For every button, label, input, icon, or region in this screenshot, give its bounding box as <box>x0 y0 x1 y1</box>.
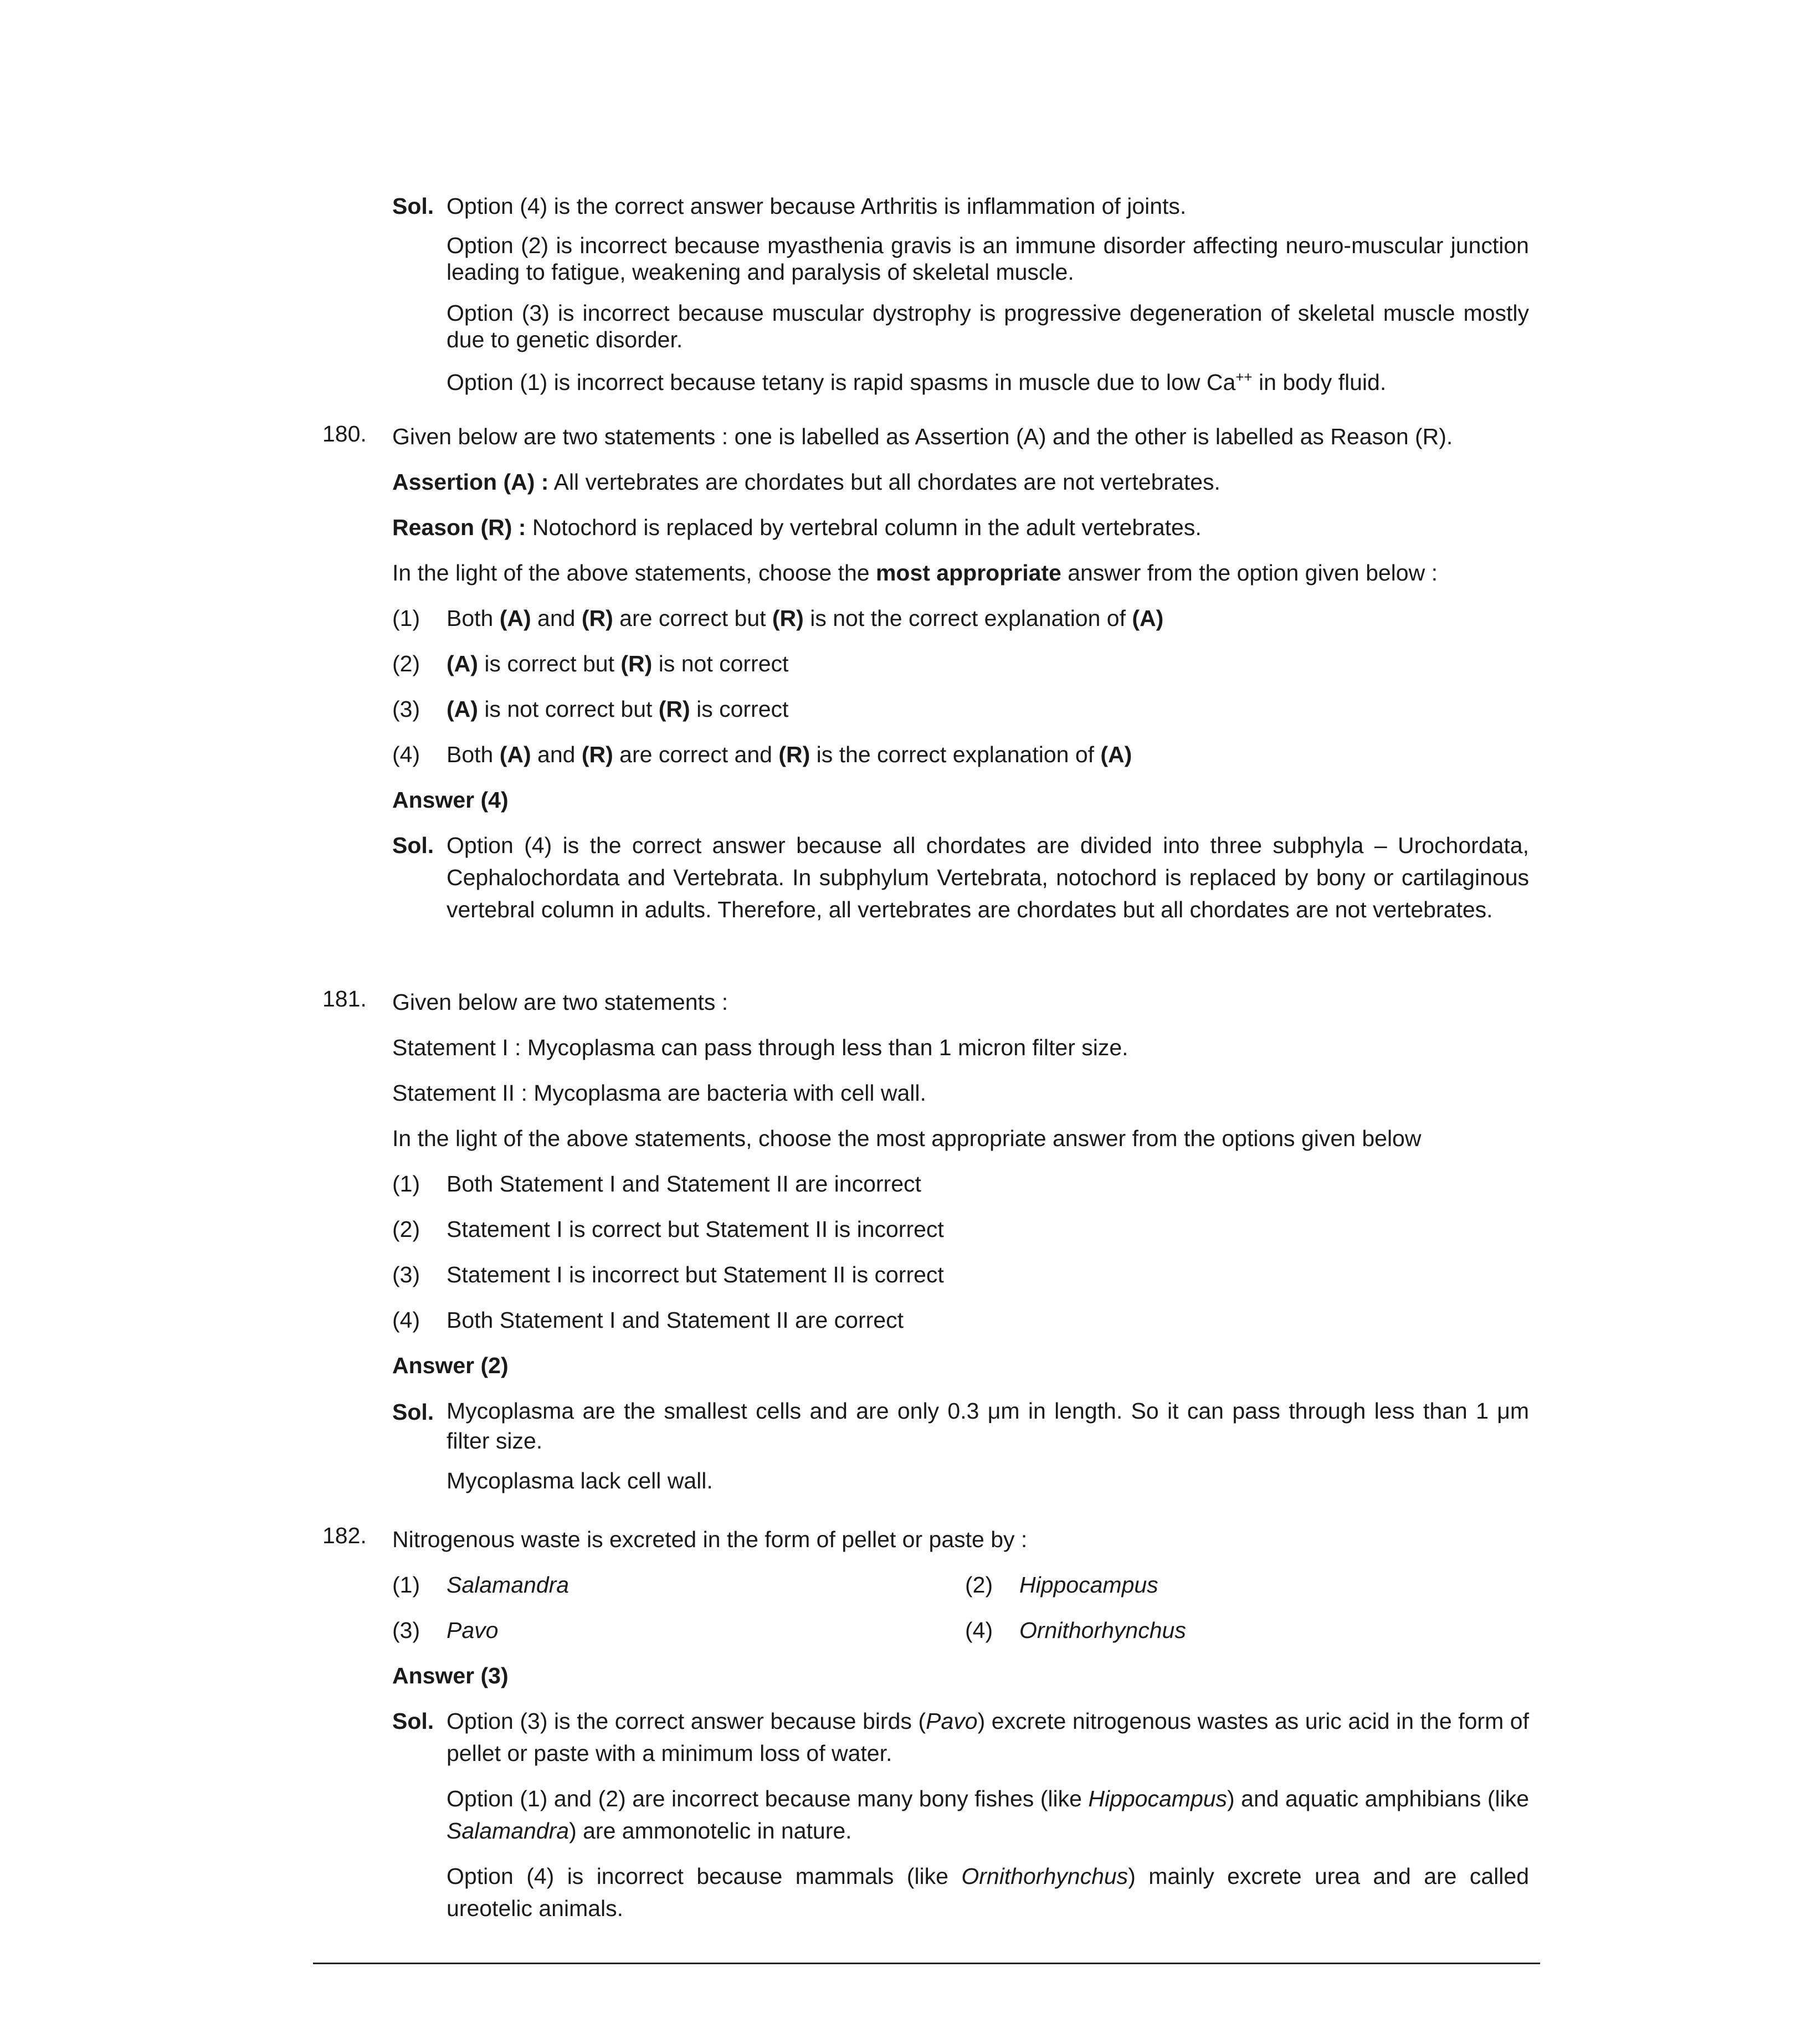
text-run: in body fluid. <box>1252 369 1387 395</box>
text-run: and <box>531 605 582 631</box>
sol-label: Sol. <box>392 193 434 219</box>
option-2 <box>392 1213 1529 1245</box>
question-180 <box>392 420 1529 926</box>
option-number: (3) <box>392 1617 420 1643</box>
option-number: (1) <box>392 1572 420 1598</box>
option-4 <box>392 1304 1529 1336</box>
option-1 <box>392 1569 1529 1601</box>
option-text: Statement I is correct but Statement II is incorrect <box>447 1216 944 1242</box>
option-3 <box>392 1614 1529 1646</box>
option-number: (1) <box>392 605 420 631</box>
sol-text: Mycoplasma are the smallest cells and are only 0.3 μm in length. So it can pass through less than 1 μm filter size. <box>447 1398 1529 1454</box>
text-run: (R) <box>772 605 804 631</box>
text-run: is not the correct explanation of <box>803 605 1132 631</box>
option-number: (1) <box>392 1171 420 1196</box>
solution-181 <box>392 1396 1529 1456</box>
option-number: (2) <box>965 1572 993 1598</box>
text-run: (R) <box>658 696 690 722</box>
answer: Answer (4) <box>392 787 509 813</box>
sol-paragraph <box>392 1860 1529 1924</box>
option-number: (3) <box>392 1262 420 1287</box>
text-run: (R) <box>581 605 613 631</box>
option-1 <box>392 1168 1529 1200</box>
option-number: (3) <box>392 696 420 722</box>
option-3 <box>392 693 1529 725</box>
footer-divider <box>313 1963 1540 1964</box>
assertion <box>392 466 1529 498</box>
option-text: Statement I is incorrect but Statement II is correct <box>447 1262 944 1287</box>
sol-label: Sol. <box>392 1399 434 1425</box>
text-run: ) and aquatic amphibians (like <box>1227 1786 1529 1811</box>
assertion-label: Assertion (A) : <box>392 469 549 495</box>
text-run: Option (1) and (2) are incorrect because many bony fishes (like <box>447 1786 1089 1811</box>
option-2 <box>965 1569 1158 1601</box>
text-run: (A) <box>499 742 531 767</box>
option-text: Pavo <box>447 1617 499 1643</box>
text-run: Hippocampus <box>1088 1786 1228 1811</box>
solution-179 <box>392 190 1529 398</box>
option-4 <box>965 1614 1186 1646</box>
text-run: ) are ammonotelic in nature. <box>569 1818 852 1843</box>
answer: Answer (2) <box>392 1353 509 1378</box>
question-number: 180. <box>322 421 367 446</box>
instruction: In the light of the above statements, choose the most appropriate answer from the options given below <box>392 1126 1422 1151</box>
sol-paragraph: Mycoplasma lack cell wall. <box>447 1468 713 1493</box>
option-text: Ornithorhynchus <box>1019 1617 1186 1643</box>
text-run: is not correct but <box>478 696 659 722</box>
question-stem: Given below are two statements : one is labelled as Assertion (A) and the other is labelled as Reason (R). <box>392 424 1453 449</box>
option-text: Salamandra <box>447 1572 570 1598</box>
sol-paragraph: Option (2) is incorrect because myasthenia gravis is an immune disorder affecting neuro-muscular junction leading to fatigue, weakening and paralysis of skeletal muscle. <box>447 233 1529 285</box>
sol-label: Sol. <box>392 833 434 858</box>
text-run: Salamandra <box>447 1818 570 1843</box>
reason-text: Notochord is replaced by vertebral column in the adult vertebrates. <box>526 515 1202 540</box>
question-181 <box>392 986 1529 1497</box>
question-182 <box>392 1523 1529 1924</box>
option-text: Hippocampus <box>1019 1572 1158 1598</box>
option-3 <box>392 1259 1529 1291</box>
question-number: 181. <box>322 986 367 1011</box>
statement-1: Statement I : Mycoplasma can pass through less than 1 micron filter size. <box>392 1035 1128 1060</box>
option-number: (4) <box>392 742 420 767</box>
sol-text: Option (4) is the correct answer because all chordates are divided into three subphyla – Urochordata, Cephalochordata and Vertebrata. In subphylum Vertebrata, notochord is replaced by bony or cartilaginous vertebral column in adults. Therefore, all vertebrates are chordates but all chordates are not vertebrates. <box>447 833 1529 922</box>
option-number: (2) <box>392 1216 420 1242</box>
solution-182 <box>392 1705 1529 1769</box>
sol-179-line1 <box>392 190 1529 222</box>
instruction <box>392 557 1529 589</box>
text-run: (A) <box>447 651 478 676</box>
text-run: In the light of the above statements, choose the <box>392 560 876 586</box>
text-run: is correct <box>690 696 789 722</box>
superscript: ++ <box>1235 368 1253 386</box>
text-run: Both <box>447 605 500 631</box>
text-run: Option (4) is incorrect because mammals (like <box>447 1863 962 1889</box>
question-number: 182. <box>322 1523 367 1548</box>
question-stem: Given below are two statements : <box>392 989 728 1015</box>
text-run: ) mainly excrete urea and are called ureotelic animals. <box>447 1863 1529 1921</box>
sol-text <box>447 1705 1529 1769</box>
text-run: answer from the option given below : <box>1061 560 1438 586</box>
text-run: Option (3) is the correct answer because birds ( <box>447 1708 926 1734</box>
reason-label: Reason (R) : <box>392 515 526 540</box>
options-row <box>392 1569 1529 1601</box>
answer: Answer (3) <box>392 1663 509 1688</box>
text-run: are correct and <box>613 742 779 767</box>
options-row <box>392 1614 1529 1646</box>
option-4 <box>392 738 1529 771</box>
option-number: (2) <box>392 651 420 676</box>
text-run: (R) <box>581 742 613 767</box>
option-2 <box>392 648 1529 680</box>
text-run: (A) <box>499 605 531 631</box>
solution-180 <box>392 829 1529 926</box>
sol-paragraph <box>392 366 1529 398</box>
assertion-text: All vertebrates are chordates but all chordates are not vertebrates. <box>548 469 1220 495</box>
text-run: most appropriate <box>875 560 1061 586</box>
sol-text: Option (4) is the correct answer because Arthritis is inflammation of joints. <box>447 193 1187 219</box>
text-run: (A) <box>1132 605 1164 631</box>
text-run: and <box>531 742 582 767</box>
sol-paragraph <box>392 1783 1529 1847</box>
text-run: (A) <box>447 696 478 722</box>
text-run: Pavo <box>926 1708 978 1734</box>
text-run: Both <box>447 742 500 767</box>
reason <box>392 511 1529 543</box>
text-run: ) excrete nitrogenous wastes as uric acid in the form of pellet or paste with a minimum loss of water. <box>447 1708 1529 1766</box>
question-stem: Nitrogenous waste is excreted in the form of pellet or paste by : <box>392 1527 1028 1552</box>
text-run: is the correct explanation of <box>810 742 1101 767</box>
option-text: Both Statement I and Statement II are incorrect <box>447 1171 921 1196</box>
option-1 <box>392 602 1529 634</box>
text-run: is not correct <box>652 651 789 676</box>
option-text: Both Statement I and Statement II are correct <box>447 1307 904 1333</box>
text-run: is correct but <box>478 651 621 676</box>
sol-paragraph: Option (3) is incorrect because muscular dystrophy is progressive degeneration of skeletal muscle mostly due to genetic disorder. <box>447 300 1529 352</box>
text-run: are correct but <box>613 605 772 631</box>
text-run: Ornithorhynchus <box>961 1863 1128 1889</box>
option-number: (4) <box>965 1617 993 1643</box>
text-run: (R) <box>620 651 653 676</box>
statement-2: Statement II : Mycoplasma are bacteria with cell wall. <box>392 1080 926 1106</box>
sol-label: Sol. <box>392 1708 434 1734</box>
option-number: (4) <box>392 1307 420 1333</box>
text-run: (R) <box>778 742 810 767</box>
text-run: (A) <box>1100 742 1132 767</box>
text-run: Option (1) is incorrect because tetany is rapid spasms in muscle due to low Ca <box>447 369 1236 395</box>
